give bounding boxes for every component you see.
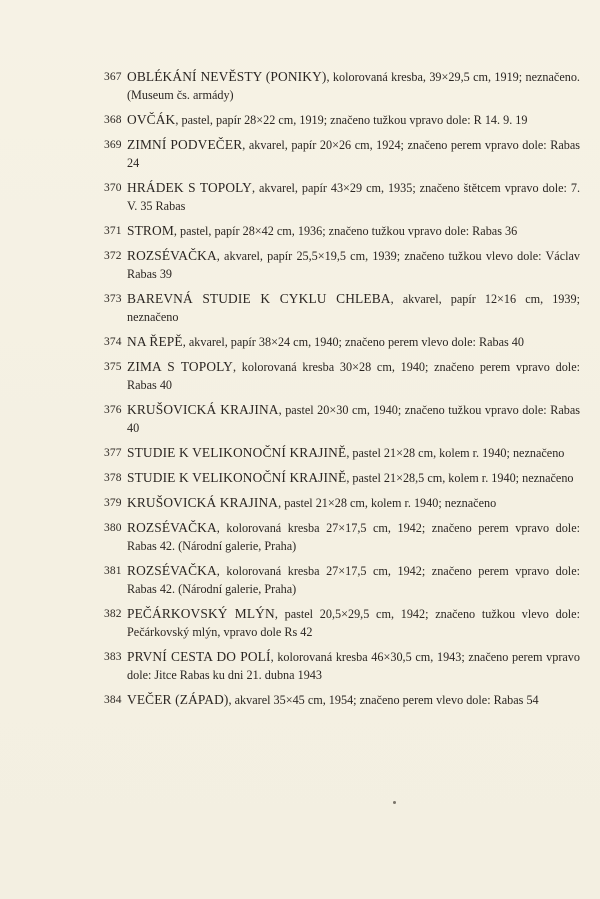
catalog-entry-383 (104, 648, 580, 684)
entry-text (127, 494, 580, 512)
entry-number: 374 (104, 336, 122, 348)
catalog-entry-379 (104, 494, 580, 512)
entry-number: 375 (104, 361, 122, 373)
catalog-entry-369 (104, 136, 580, 172)
entry-number: 371 (104, 225, 122, 237)
entry-text (127, 68, 580, 104)
artwork-detail: , pastel, papír 28×22 cm, 1919; značeno tužkou vpravo dole: R 14. 9. 19 (175, 113, 528, 127)
artwork-detail: , pastel, papír 28×42 cm, 1936; značeno tužkou vpravo dole: Rabas 36 (173, 224, 518, 238)
entry-number: 373 (104, 293, 122, 305)
entry-text (127, 519, 580, 555)
entry-text (127, 333, 580, 351)
catalog-entry-375 (104, 358, 580, 394)
artwork-detail: , akvarel, papír 20×26 cm, 1924; značeno perem vpravo dole: Rabas 24 (127, 138, 580, 170)
entry-text (127, 358, 580, 394)
artwork-title: NA ŘEPĚ (127, 334, 183, 349)
artwork-detail: , akvarel, papír 43×29 cm, 1935; značeno štětcem vpravo dole: 7. V. 35 Rabas (127, 181, 580, 213)
catalog-entry-376 (104, 401, 580, 437)
catalog-list (104, 68, 580, 716)
entry-text (127, 648, 580, 684)
artwork-title: VEČER (ZÁPAD) (127, 692, 229, 707)
artwork-title: BAREVNÁ STUDIE K CYKLU CHLEBA (127, 291, 391, 306)
entry-text (127, 136, 580, 172)
entry-number: 379 (104, 497, 122, 509)
artwork-detail: , kolorovaná kresba 27×17,5 cm, 1942; značeno perem vpravo dole: Rabas 42. (Národní galerie, Praha) (127, 521, 580, 553)
artwork-title: KRUŠOVICKÁ KRAJINA (127, 495, 279, 510)
artwork-detail: , akvarel, papír 38×24 cm, 1940; značeno perem vlevo dole: Rabas 40 (182, 335, 524, 349)
artwork-detail: , pastel 21×28 cm, kolem r. 1940; neznačeno (278, 496, 497, 510)
catalog-entry-373 (104, 290, 580, 326)
artwork-title: STUDIE K VELIKONOČNÍ KRAJINĚ (127, 470, 347, 485)
entry-text (127, 111, 580, 129)
artwork-title: ROZSÉVAČKA (127, 563, 217, 578)
artwork-title: STUDIE K VELIKONOČNÍ KRAJINĚ (127, 445, 347, 460)
catalog-entry-380 (104, 519, 580, 555)
artwork-detail: , kolorovaná kresba 27×17,5 cm, 1942; značeno perem vpravo dole: Rabas 42. (Národní galerie, Praha) (127, 564, 580, 596)
entry-number: 383 (104, 651, 122, 663)
entry-text (127, 691, 580, 709)
entry-text (127, 247, 580, 283)
artwork-detail: , kolorovaná kresba 46×30,5 cm, 1943; značeno perem vpravo dole: Jitce Rabas ku dni 21. dubna 1943 (127, 650, 580, 682)
artwork-detail: , akvarel, papír 25,5×19,5 cm, 1939; značeno tužkou vlevo dole: Václav Rabas 39 (127, 249, 580, 281)
entry-number: 376 (104, 404, 122, 416)
catalog-entry-384 (104, 691, 580, 709)
catalog-entry-374 (104, 333, 580, 351)
artwork-title: ROZSÉVAČKA (127, 520, 217, 535)
catalog-entry-377 (104, 444, 580, 462)
artwork-title: HRÁDEK S TOPOLY (127, 180, 252, 195)
catalog-entry-368 (104, 111, 580, 129)
catalog-entry-372 (104, 247, 580, 283)
entry-number: 369 (104, 139, 122, 151)
artwork-title: PRVNÍ CESTA DO POLÍ (127, 649, 271, 664)
entry-text (127, 469, 580, 487)
entry-number: 368 (104, 114, 122, 126)
artwork-detail: , kolorovaná kresba, 39×29,5 cm, 1919; neznačeno. (Museum čs. armády) (127, 70, 580, 102)
entry-number: 384 (104, 694, 122, 706)
entry-number: 377 (104, 447, 122, 459)
entry-text (127, 444, 580, 462)
artwork-title: OVČÁK (127, 112, 176, 127)
entry-text (127, 605, 580, 641)
catalog-entry-381 (104, 562, 580, 598)
artwork-title: OBLÉKÁNÍ NEVĚSTY (PONIKY) (127, 69, 327, 84)
catalog-entry-378 (104, 469, 580, 487)
paper-speck (393, 801, 396, 804)
entry-number: 382 (104, 608, 122, 620)
entry-text (127, 401, 580, 437)
artwork-detail: , kolorovaná kresba 30×28 cm, 1940; značeno perem vpravo dole: Rabas 40 (127, 360, 580, 392)
artwork-detail: , pastel 20,5×29,5 cm, 1942; značeno tužkou vlevo dole: Pečárkovský mlýn, vpravo dole Rs 42 (127, 607, 580, 639)
entry-number: 380 (104, 522, 122, 534)
artwork-detail: , akvarel 35×45 cm, 1954; značeno perem vlevo dole: Rabas 54 (228, 693, 539, 707)
catalog-entry-367 (104, 68, 580, 104)
entry-text (127, 179, 580, 215)
catalog-entry-370 (104, 179, 580, 215)
entry-text (127, 562, 580, 598)
artwork-title: PEČÁRKOVSKÝ MLÝN (127, 606, 275, 621)
entry-number: 381 (104, 565, 122, 577)
entry-text (127, 290, 580, 326)
artwork-title: ZIMNÍ PODVEČER (127, 137, 243, 152)
artwork-detail: , pastel 21×28,5 cm, kolem r. 1940; neznačeno (346, 471, 574, 485)
catalog-entry-382 (104, 605, 580, 641)
entry-text (127, 222, 580, 240)
artwork-title: ROZSÉVAČKA (127, 248, 217, 263)
artwork-detail: , akvarel, papír 12×16 cm, 1939; neznačeno (127, 292, 580, 324)
entry-number: 367 (104, 71, 122, 83)
artwork-title: ZIMA S TOPOLY (127, 359, 233, 374)
entry-number: 378 (104, 472, 122, 484)
entry-number: 370 (104, 182, 122, 194)
catalog-entry-371 (104, 222, 580, 240)
entry-number: 372 (104, 250, 122, 262)
artwork-title: KRUŠOVICKÁ KRAJINA (127, 402, 279, 417)
artwork-detail: , pastel 20×30 cm, 1940; značeno tužkou vpravo dole: Rabas 40 (127, 403, 580, 435)
artwork-detail: , pastel 21×28 cm, kolem r. 1940; neznačeno (346, 446, 565, 460)
artwork-title: STROM (127, 223, 174, 238)
